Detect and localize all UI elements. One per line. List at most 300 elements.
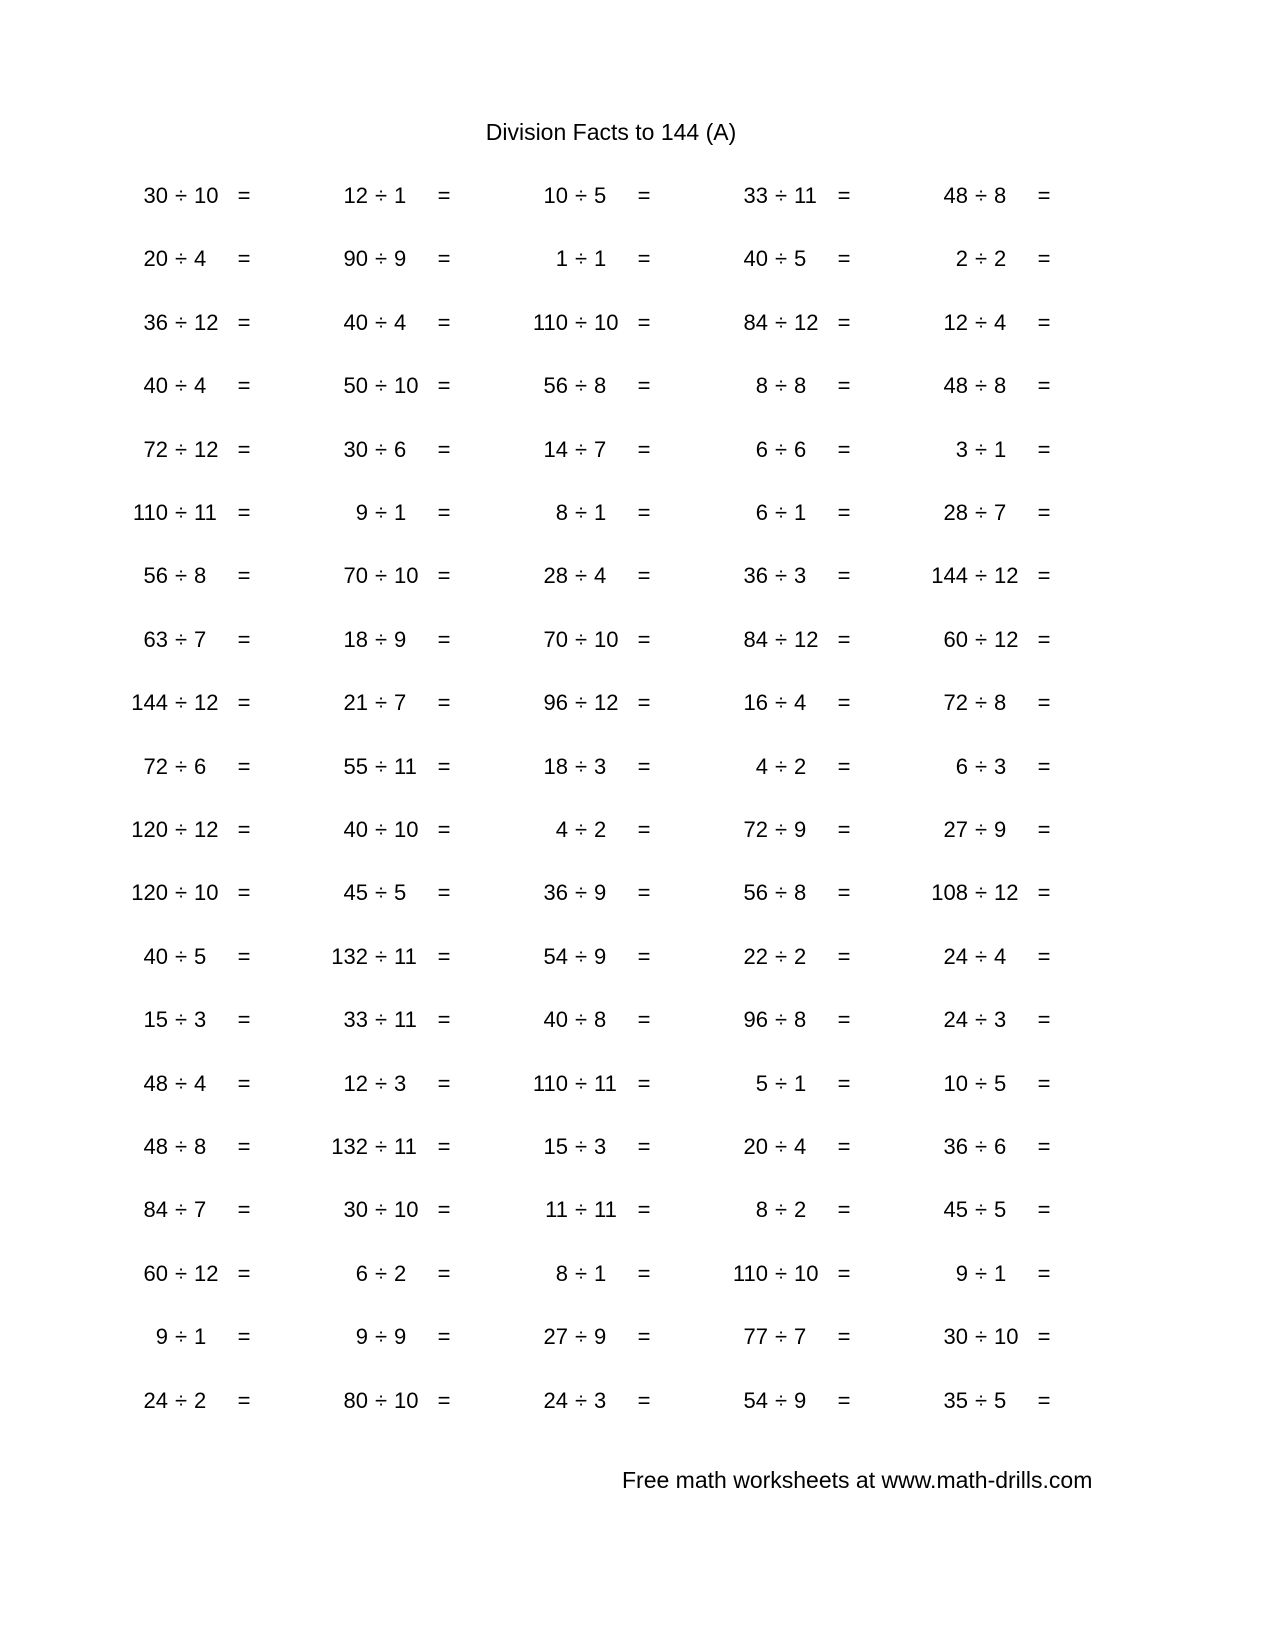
division-sign: ÷ (974, 246, 988, 271)
divisor: 10 (794, 1261, 819, 1286)
equals-sign: = (637, 437, 651, 462)
dividend: 24 (543, 1388, 568, 1413)
equals-sign: = (637, 690, 651, 715)
equals-sign: = (1037, 1261, 1051, 1286)
division-sign: ÷ (374, 627, 388, 652)
division-sign: ÷ (774, 437, 788, 462)
division-sign: ÷ (374, 1197, 388, 1222)
equals-sign: = (237, 880, 251, 905)
dividend: 30 (943, 1324, 968, 1349)
dividend: 12 (943, 310, 968, 335)
divisor: 7 (194, 627, 207, 652)
divisor: 1 (194, 1324, 207, 1349)
division-sign: ÷ (974, 310, 988, 335)
divisor: 10 (194, 183, 219, 208)
dividend: 40 (743, 246, 768, 271)
division-sign: ÷ (974, 880, 988, 905)
dividend: 84 (143, 1197, 168, 1222)
equals-sign: = (237, 563, 251, 588)
division-sign: ÷ (774, 310, 788, 335)
equals-sign: = (837, 246, 851, 271)
divisor: 2 (594, 817, 607, 842)
divisor: 3 (594, 1388, 607, 1413)
division-sign: ÷ (174, 627, 188, 652)
division-sign: ÷ (774, 1071, 788, 1096)
division-sign: ÷ (374, 1324, 388, 1349)
divisor: 11 (394, 754, 417, 779)
equals-sign: = (437, 627, 451, 652)
dividend: 18 (343, 627, 368, 652)
dividend: 60 (143, 1261, 168, 1286)
division-sign: ÷ (574, 880, 588, 905)
equals-sign: = (237, 437, 251, 462)
dividend: 144 (931, 563, 968, 588)
equals-sign: = (437, 1071, 451, 1096)
dividend: 132 (331, 1134, 368, 1159)
divisor: 10 (194, 880, 219, 905)
dividend: 90 (343, 246, 368, 271)
divisor: 5 (994, 1071, 1007, 1096)
dividend: 24 (943, 1007, 968, 1032)
equals-sign: = (1037, 880, 1051, 905)
equals-sign: = (637, 246, 651, 271)
equals-sign: = (437, 437, 451, 462)
dividend: 6 (355, 1261, 368, 1286)
equals-sign: = (237, 310, 251, 335)
division-sign: ÷ (374, 500, 388, 525)
dividend: 9 (955, 1261, 968, 1286)
divisor: 7 (194, 1197, 207, 1222)
dividend: 132 (331, 944, 368, 969)
dividend: 96 (543, 690, 568, 715)
equals-sign: = (237, 1388, 251, 1413)
equals-sign: = (237, 1134, 251, 1159)
dividend: 50 (343, 373, 368, 398)
dividend: 70 (343, 563, 368, 588)
divisor: 10 (394, 563, 419, 588)
dividend: 63 (143, 627, 168, 652)
dividend: 12 (343, 183, 368, 208)
equals-sign: = (637, 500, 651, 525)
equals-sign: = (237, 1007, 251, 1032)
division-sign: ÷ (374, 880, 388, 905)
division-sign: ÷ (574, 817, 588, 842)
dividend: 70 (543, 627, 568, 652)
dividend: 9 (355, 1324, 368, 1349)
division-sign: ÷ (774, 246, 788, 271)
equals-sign: = (237, 183, 251, 208)
dividend: 110 (532, 310, 568, 335)
divisor: 11 (594, 1071, 617, 1096)
equals-sign: = (437, 944, 451, 969)
equals-sign: = (437, 563, 451, 588)
divisor: 1 (794, 1071, 807, 1096)
divisor: 12 (194, 437, 219, 462)
dividend: 48 (943, 373, 968, 398)
equals-sign: = (837, 944, 851, 969)
equals-sign: = (437, 1134, 451, 1159)
divisor: 10 (594, 627, 619, 652)
equals-sign: = (237, 690, 251, 715)
divisor: 10 (994, 1324, 1019, 1349)
equals-sign: = (837, 1197, 851, 1222)
equals-sign: = (237, 817, 251, 842)
divisor: 4 (194, 1071, 207, 1096)
divisor: 4 (594, 563, 607, 588)
division-sign: ÷ (374, 1071, 388, 1096)
division-sign: ÷ (574, 183, 588, 208)
division-sign: ÷ (974, 500, 988, 525)
division-sign: ÷ (374, 944, 388, 969)
equals-sign: = (637, 1197, 651, 1222)
divisor: 4 (794, 690, 807, 715)
division-sign: ÷ (774, 1261, 788, 1286)
division-sign: ÷ (374, 183, 388, 208)
division-sign: ÷ (774, 500, 788, 525)
division-sign: ÷ (774, 627, 788, 652)
dividend: 36 (543, 880, 568, 905)
dividend: 10 (543, 183, 568, 208)
dividend: 40 (543, 1007, 568, 1032)
dividend: 36 (743, 563, 768, 588)
dividend: 48 (943, 183, 968, 208)
equals-sign: = (437, 1261, 451, 1286)
equals-sign: = (637, 373, 651, 398)
division-sign: ÷ (374, 1388, 388, 1413)
division-sign: ÷ (174, 1261, 188, 1286)
divisor: 9 (794, 1388, 807, 1413)
division-sign: ÷ (574, 754, 588, 779)
division-sign: ÷ (374, 563, 388, 588)
divisor: 12 (994, 563, 1019, 588)
dividend: 1 (555, 246, 568, 271)
division-sign: ÷ (374, 1261, 388, 1286)
equals-sign: = (837, 1261, 851, 1286)
division-sign: ÷ (574, 944, 588, 969)
equals-sign: = (437, 754, 451, 779)
division-sign: ÷ (574, 1071, 588, 1096)
divisor: 6 (194, 754, 207, 779)
division-sign: ÷ (574, 437, 588, 462)
division-sign: ÷ (974, 563, 988, 588)
dividend: 12 (343, 1071, 368, 1096)
division-sign: ÷ (974, 817, 988, 842)
divisor: 8 (794, 1007, 807, 1032)
dividend: 11 (545, 1197, 568, 1222)
equals-sign: = (237, 1324, 251, 1349)
equals-sign: = (1037, 183, 1051, 208)
equals-sign: = (437, 817, 451, 842)
dividend: 84 (743, 310, 768, 335)
dividend: 15 (143, 1007, 168, 1032)
divisor: 7 (994, 500, 1007, 525)
dividend: 27 (943, 817, 968, 842)
dividend: 33 (743, 183, 768, 208)
divisor: 12 (594, 690, 619, 715)
equals-sign: = (637, 310, 651, 335)
dividend: 36 (143, 310, 168, 335)
divisor: 3 (594, 1134, 607, 1159)
divisor: 5 (194, 944, 207, 969)
divisor: 9 (794, 817, 807, 842)
dividend: 108 (931, 880, 968, 905)
division-sign: ÷ (374, 690, 388, 715)
divisor: 11 (194, 500, 217, 525)
divisor: 11 (394, 944, 417, 969)
equals-sign: = (1037, 627, 1051, 652)
division-sign: ÷ (974, 1324, 988, 1349)
division-sign: ÷ (574, 690, 588, 715)
divisor: 4 (994, 310, 1007, 335)
divisor: 6 (394, 437, 407, 462)
divisor: 12 (994, 627, 1019, 652)
division-sign: ÷ (174, 1071, 188, 1096)
equals-sign: = (1037, 817, 1051, 842)
equals-sign: = (837, 627, 851, 652)
dividend: 28 (543, 563, 568, 588)
division-sign: ÷ (174, 183, 188, 208)
equals-sign: = (837, 1388, 851, 1413)
equals-sign: = (1037, 246, 1051, 271)
divisor: 12 (194, 817, 219, 842)
divisor: 5 (594, 183, 607, 208)
divisor: 7 (394, 690, 407, 715)
divisor: 9 (594, 944, 607, 969)
division-sign: ÷ (174, 1324, 188, 1349)
dividend: 9 (355, 500, 368, 525)
division-sign: ÷ (174, 500, 188, 525)
equals-sign: = (237, 1071, 251, 1096)
equals-sign: = (1037, 690, 1051, 715)
dividend: 72 (943, 690, 968, 715)
dividend: 84 (743, 627, 768, 652)
divisor: 5 (994, 1388, 1007, 1413)
divisor: 10 (594, 310, 619, 335)
equals-sign: = (437, 1324, 451, 1349)
dividend: 3 (955, 437, 968, 462)
divisor: 1 (994, 437, 1007, 462)
dividend: 6 (755, 500, 768, 525)
equals-sign: = (837, 1324, 851, 1349)
divisor: 3 (594, 754, 607, 779)
divisor: 2 (194, 1388, 207, 1413)
divisor: 8 (994, 690, 1007, 715)
equals-sign: = (637, 880, 651, 905)
divisor: 6 (994, 1134, 1007, 1159)
division-sign: ÷ (174, 1388, 188, 1413)
equals-sign: = (637, 1388, 651, 1413)
dividend: 30 (343, 1197, 368, 1222)
divisor: 11 (394, 1007, 417, 1032)
division-sign: ÷ (174, 1134, 188, 1159)
dividend: 54 (743, 1388, 768, 1413)
divisor: 12 (994, 880, 1019, 905)
division-sign: ÷ (974, 437, 988, 462)
division-sign: ÷ (374, 373, 388, 398)
divisor: 4 (194, 373, 207, 398)
division-sign: ÷ (974, 183, 988, 208)
equals-sign: = (237, 500, 251, 525)
division-sign: ÷ (974, 373, 988, 398)
dividend: 72 (143, 754, 168, 779)
divisor: 2 (394, 1261, 407, 1286)
equals-sign: = (637, 563, 651, 588)
dividend: 40 (143, 944, 168, 969)
division-sign: ÷ (174, 1197, 188, 1222)
dividend: 80 (343, 1388, 368, 1413)
equals-sign: = (1037, 754, 1051, 779)
dividend: 15 (543, 1134, 568, 1159)
divisor: 2 (794, 1197, 807, 1222)
divisor: 9 (594, 1324, 607, 1349)
equals-sign: = (637, 183, 651, 208)
dividend: 56 (143, 563, 168, 588)
equals-sign: = (437, 1197, 451, 1222)
dividend: 45 (343, 880, 368, 905)
divisor: 12 (194, 1261, 219, 1286)
dividend: 22 (743, 944, 768, 969)
equals-sign: = (637, 944, 651, 969)
equals-sign: = (237, 944, 251, 969)
division-sign: ÷ (574, 627, 588, 652)
divisor: 4 (994, 944, 1007, 969)
divisor: 8 (994, 183, 1007, 208)
dividend: 16 (743, 690, 768, 715)
divisor: 1 (794, 500, 807, 525)
divisor: 2 (994, 246, 1007, 271)
divisor: 6 (794, 437, 807, 462)
division-sign: ÷ (374, 246, 388, 271)
divisor: 7 (594, 437, 607, 462)
equals-sign: = (1037, 1324, 1051, 1349)
divisor: 4 (394, 310, 407, 335)
division-sign: ÷ (974, 627, 988, 652)
dividend: 54 (543, 944, 568, 969)
division-sign: ÷ (974, 1261, 988, 1286)
dividend: 18 (543, 754, 568, 779)
equals-sign: = (1037, 310, 1051, 335)
division-sign: ÷ (774, 944, 788, 969)
division-sign: ÷ (174, 437, 188, 462)
equals-sign: = (237, 246, 251, 271)
divisor: 8 (194, 1134, 207, 1159)
division-sign: ÷ (974, 754, 988, 779)
divisor: 8 (794, 880, 807, 905)
dividend: 30 (343, 437, 368, 462)
equals-sign: = (1037, 1071, 1051, 1096)
divisor: 10 (394, 1388, 419, 1413)
dividend: 14 (543, 437, 568, 462)
page-title: Division Facts to 144 (A) (485, 119, 737, 145)
divisor: 9 (394, 627, 407, 652)
divisor: 2 (794, 754, 807, 779)
divisor: 3 (994, 1007, 1007, 1032)
dividend: 35 (943, 1388, 968, 1413)
division-sign: ÷ (774, 690, 788, 715)
division-sign: ÷ (574, 246, 588, 271)
equals-sign: = (437, 310, 451, 335)
equals-sign: = (437, 1007, 451, 1032)
division-sign: ÷ (774, 1134, 788, 1159)
equals-sign: = (1037, 1007, 1051, 1032)
equals-sign: = (1037, 373, 1051, 398)
dividend: 6 (755, 437, 768, 462)
dividend: 33 (343, 1007, 368, 1032)
equals-sign: = (637, 627, 651, 652)
division-sign: ÷ (174, 944, 188, 969)
equals-sign: = (237, 1261, 251, 1286)
dividend: 20 (143, 246, 168, 271)
equals-sign: = (837, 437, 851, 462)
equals-sign: = (1037, 1197, 1051, 1222)
division-sign: ÷ (574, 310, 588, 335)
division-sign: ÷ (174, 817, 188, 842)
equals-sign: = (637, 1134, 651, 1159)
divisor: 5 (394, 880, 407, 905)
divisor: 11 (794, 183, 817, 208)
divisor: 11 (394, 1134, 417, 1159)
divisor: 10 (394, 1197, 419, 1222)
divisor: 12 (194, 690, 219, 715)
divisor: 3 (994, 754, 1007, 779)
dividend: 10 (943, 1071, 968, 1096)
division-sign: ÷ (574, 1197, 588, 1222)
equals-sign: = (837, 310, 851, 335)
equals-sign: = (837, 880, 851, 905)
divisor: 12 (794, 627, 819, 652)
divisor: 12 (794, 310, 819, 335)
division-sign: ÷ (574, 1007, 588, 1032)
division-sign: ÷ (374, 310, 388, 335)
divisor: 1 (594, 1261, 607, 1286)
division-sign: ÷ (774, 754, 788, 779)
equals-sign: = (837, 1007, 851, 1032)
dividend: 2 (955, 246, 968, 271)
equals-sign: = (637, 817, 651, 842)
dividend: 48 (143, 1134, 168, 1159)
dividend: 55 (343, 754, 368, 779)
divisor: 9 (594, 880, 607, 905)
divisor: 8 (794, 373, 807, 398)
division-sign: ÷ (174, 246, 188, 271)
divisor: 1 (594, 246, 607, 271)
equals-sign: = (837, 754, 851, 779)
dividend: 24 (943, 944, 968, 969)
division-sign: ÷ (574, 1324, 588, 1349)
divisor: 8 (594, 373, 607, 398)
dividend: 8 (555, 1261, 568, 1286)
dividend: 8 (755, 373, 768, 398)
equals-sign: = (837, 690, 851, 715)
footer-credit: Free math worksheets at www.math-drills.com (622, 1467, 1093, 1493)
division-sign: ÷ (574, 1388, 588, 1413)
division-sign: ÷ (774, 563, 788, 588)
division-sign: ÷ (374, 1007, 388, 1032)
dividend: 27 (543, 1324, 568, 1349)
division-sign: ÷ (774, 183, 788, 208)
equals-sign: = (837, 500, 851, 525)
equals-sign: = (437, 183, 451, 208)
dividend: 110 (732, 1261, 768, 1286)
divisor: 8 (994, 373, 1007, 398)
divisor: 8 (594, 1007, 607, 1032)
division-sign: ÷ (374, 437, 388, 462)
equals-sign: = (837, 1071, 851, 1096)
equals-sign: = (1037, 1134, 1051, 1159)
dividend: 77 (743, 1324, 768, 1349)
division-sign: ÷ (374, 754, 388, 779)
equals-sign: = (837, 563, 851, 588)
